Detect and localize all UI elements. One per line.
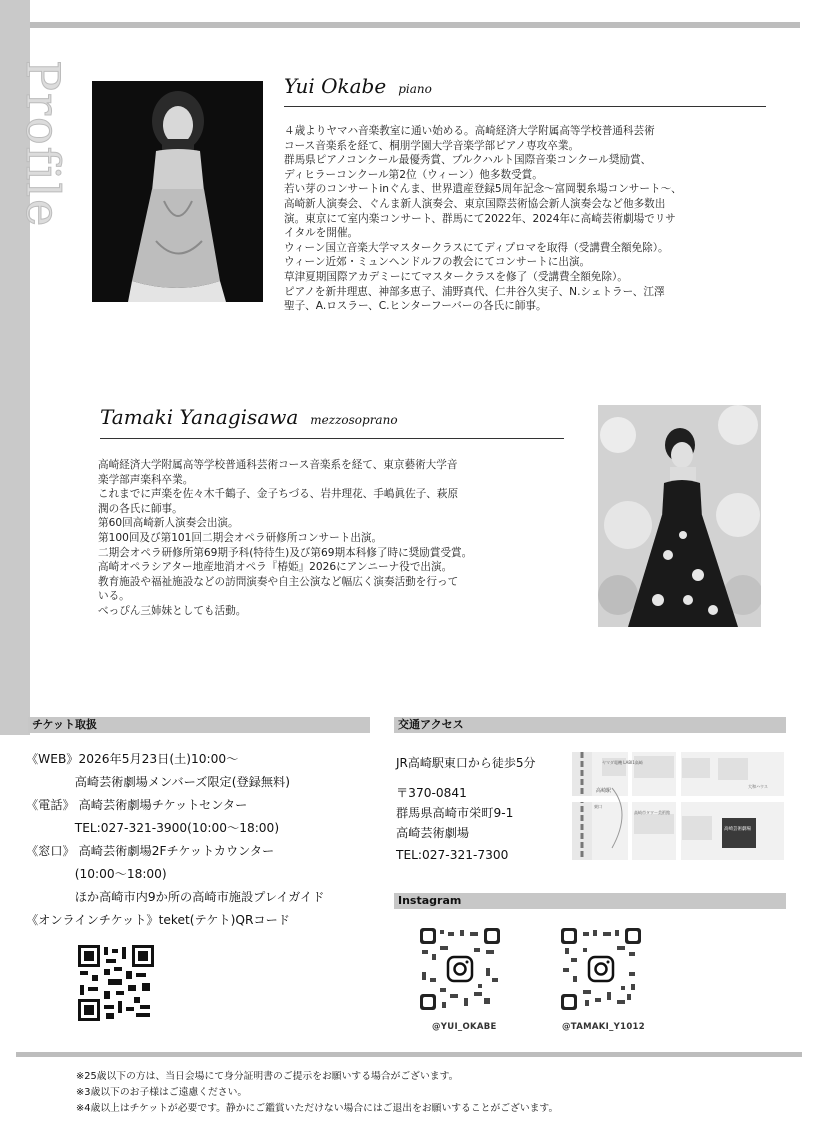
bio-line: ウィーン国立音楽大学マスタークラスにてディプロマを取得（受講費全額免除）。 (284, 241, 669, 254)
bio-line: コース音楽系を経て、桐朋学園大学音楽学部ピアノ専攻卒業。 (284, 139, 580, 152)
bio-line: 群馬県ピアノコンクール最優秀賞、ブルクハルト国際音楽コンクール奨励賞、 (284, 154, 652, 167)
bio-line: 楽学部声楽科卒業。 (98, 473, 194, 486)
access-header: 交通アクセス (394, 717, 786, 733)
profile2-name: Tamaki Yanagisawa (100, 405, 299, 429)
tamaki-yanagisawa-photo (598, 405, 761, 627)
bio-line: 二期会オペラ研修所第69期予科(特待生)及び第69期本科修了時に奨励賞受賞。 (98, 546, 473, 559)
ticket-line: (10:00～18:00) (26, 867, 167, 881)
map-label-station: 高崎駅 (596, 788, 612, 794)
bio-line: ウィーン近郊・ミュンヘンドルフの教会にてコンサートに出演。 (284, 256, 591, 269)
profile2-heading (100, 405, 398, 429)
bio-line: 若い芽のコンサートinぐんま、世界遺産登録5周年記念～富岡製糸場コンサート～、 (284, 183, 682, 196)
map-label-hotel: 大和ハウス (748, 784, 768, 789)
access-address: 群馬県高崎市栄町9-1 (396, 806, 514, 820)
teket-qr-code[interactable] (78, 945, 154, 1021)
access-tel: TEL:027-321-7300 (396, 848, 509, 862)
instagram-qr-yui[interactable] (420, 928, 500, 1010)
profile1-bio (284, 124, 784, 314)
instagram-qr-tamaki[interactable] (561, 928, 641, 1010)
top-rule (30, 22, 800, 28)
profile2-role: mezzosoprano (310, 413, 398, 427)
ticket-line: ほか高崎市内9か所の高崎市施設プレイガイド (26, 890, 325, 904)
map-label-tower: 高崎市タワー美術館 (634, 810, 670, 815)
sidebar-title: Profile (16, 60, 70, 229)
notes (76, 1069, 558, 1117)
bio-line: 草津夏期国際アカデミーにてマスタークラスを修了（受講費全額免除）。 (284, 270, 628, 283)
profile1-rule (284, 106, 766, 107)
profile1-role: piano (398, 82, 432, 96)
bio-line: 聖子、A.ロスラー、C.ヒンターフーバーの各氏に師事。 (284, 300, 547, 313)
profile1-heading (284, 74, 432, 98)
bio-line: これまでに声楽を佐々木千鶴子、金子ちづる、岩井理花、手嶋眞佐子、萩原 (98, 488, 459, 501)
bio-line: 高崎オペラシアター地産地消オペラ『椿姫』2026にアンニーナ役で出演。 (98, 561, 453, 574)
bio-line: 演。東京にて室内楽コンサート、群馬にて2022年、2024年に高崎芸術劇場でリサ (284, 212, 676, 225)
instagram-handle-tamaki[interactable]: @TAMAKI_Y1012 (562, 1022, 645, 1032)
instagram-header: Instagram (394, 893, 786, 909)
tickets-header: チケット取扱 (28, 717, 370, 733)
note-line: ※4歳以上はチケットが必要です。静かにご鑑賞いただけない場合にはご退出をお願いすることがございます。 (76, 1103, 559, 1114)
bio-line: いる。 (98, 590, 130, 603)
profile1-name: Yui Okabe (284, 74, 387, 98)
access-walk: JR高崎駅東口から徒歩5分 (396, 756, 536, 770)
bio-line: ピアノを新井理恵、神部多恵子、浦野真代、仁井谷久実子、N.シェトラー、江澤 (284, 285, 665, 298)
bio-line: 高崎経済大学附属高等学校普通科芸術コース音楽系を経て、東京藝術大学音 (98, 459, 458, 471)
bio-line: 高崎新人演奏会、ぐんま新人演奏会、東京国際芸術協会新人演奏会など他多数出 (284, 197, 666, 210)
ticket-line: TEL:027-321-3900(10:00～18:00) (26, 821, 280, 835)
bio-line: べっぴん三姉妹としても活動。 (98, 604, 247, 617)
bio-line: 第100回及び第101回二期会オペラ研修所コンサート出演。 (98, 531, 383, 544)
bio-line: ４歳よりヤマハ音楽教室に通い始める。高崎経済大学附属高等学校普通科芸術 (284, 125, 655, 137)
bio-line: 教育施設や福祉施設などの訪問演奏や自主公演など幅広く演奏活動を行って (98, 575, 459, 588)
note-line: ※25歳以下の方は、当日会場にて身分証明書のご提示をお願いする場合がございます。 (76, 1071, 459, 1082)
profile2-bio (98, 458, 578, 619)
ticket-line-counter: 《窓口》 高崎芸術劇場2Fチケットカウンター (26, 844, 275, 858)
access-map[interactable] (572, 752, 784, 860)
note-line: ※3歳以下のお子様はご遠慮ください。 (76, 1087, 248, 1098)
map-label-theater: 高崎芸術劇場 (724, 827, 751, 832)
access-postal: 〒370-0841 (396, 786, 467, 800)
map-label-east-exit: 東口 (594, 804, 602, 809)
ticket-line-web: 《WEB》2026年5月23日(土)10:00～ (26, 752, 239, 766)
ticket-line: 高崎芸術劇場メンバーズ限定(登録無料) (26, 775, 290, 789)
ticket-line-phone: 《電話》 高崎芸術劇場チケットセンター (26, 798, 248, 812)
bio-line: 潤の各氏に師事。 (98, 502, 183, 515)
access-venue: 高崎芸術劇場 (396, 826, 470, 840)
bio-line: 第60回高崎新人演奏会出演。 (98, 517, 239, 530)
bio-line: ディヒラーコンクール第2位（ウィーン）他多数受賞。 (284, 168, 543, 181)
map-label-yamada: ヤマダ電機 LABI1高崎 (602, 760, 643, 765)
ticket-line-online: 《オンラインチケット》teket(テケト)QRコード (26, 913, 290, 927)
tickets-info (26, 748, 324, 932)
yui-okabe-photo (92, 81, 263, 302)
bottom-rule (16, 1052, 802, 1057)
instagram-handle-yui[interactable]: @YUI_OKABE (432, 1022, 497, 1032)
bio-line: イタルを開催。 (284, 227, 359, 240)
profile2-rule (100, 438, 564, 439)
